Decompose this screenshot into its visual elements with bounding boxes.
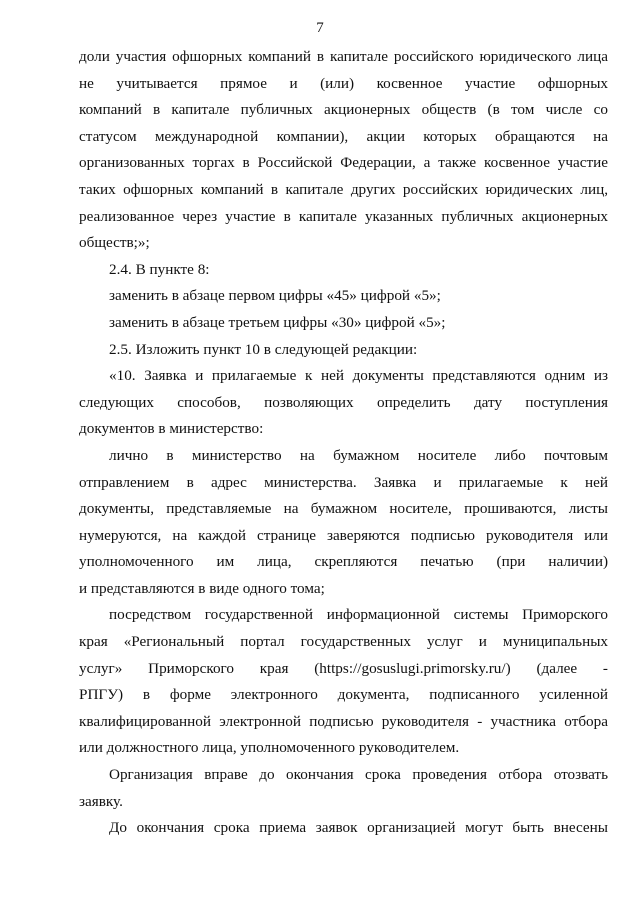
- text-line: квалифицированной электронной подписью руководителя - участника отбора: [79, 712, 608, 730]
- text-line: не учитывается прямое и (или) косвенное участие офшорных: [79, 74, 608, 92]
- text-line: доли участия офшорных компаний в капитале российского юридического лица: [79, 48, 608, 65]
- text-line: реализованное через участие в капитале указанных публичных акционерных: [79, 207, 608, 225]
- text-line: услуг» Приморского края (https://gosuslugi.primorsky.ru/) (далее -: [79, 659, 608, 677]
- text-line: обществ;»;: [79, 234, 150, 252]
- text-line: заявку.: [79, 792, 123, 810]
- text-line: 2.5. Изложить пункт 10 в следующей редакции:: [109, 340, 418, 358]
- text-line: Организация вправе до окончания срока проведения отбора отозвать: [109, 766, 608, 784]
- document-text: [79, 44, 608, 842]
- text-line: следующих способов, позволяющих определить дату поступления: [79, 393, 608, 411]
- text-line: организованных торгах в Российской Федерации, а также косвенное участие: [79, 154, 608, 172]
- text-line: «10. Заявка и прилагаемые к ней документы представляются одним из: [109, 367, 608, 385]
- text-line: и представляются в виде одного тома;: [79, 579, 325, 597]
- page-number: 7: [316, 20, 324, 36]
- text-line: статусом международной компании), акции которых обращаются на: [79, 127, 608, 145]
- text-line: компаний в капитале публичных акционерных обществ (в том числе со: [79, 101, 608, 119]
- text-line: заменить в абзаце третьем цифры «30» цифрой «5»;: [109, 313, 446, 331]
- text-line: таких офшорных компаний в капитале других российских юридических лиц,: [79, 180, 608, 198]
- text-line: нумеруются, на каждой странице заверяются подписью руководителя или: [79, 526, 608, 544]
- text-line: РПГУ) в форме электронного документа, подписанного усиленной: [79, 686, 608, 704]
- text-line: посредством государственной информационной системы Приморского: [109, 606, 608, 624]
- text-line: документы, представляемые на бумажном носителе, прошиваются, листы: [79, 500, 608, 518]
- text-line: отправлением в адрес министерства. Заявка и прилагаемые к ней: [79, 473, 608, 491]
- text-line: До окончания срока приема заявок организацией могут быть внесены: [109, 819, 608, 837]
- text-line: лично в министерство на бумажном носителе либо почтовым: [109, 446, 608, 464]
- text-line: или должностного лица, уполномоченного руководителем.: [79, 739, 460, 757]
- text-line: 2.4. В пункте 8:: [109, 260, 210, 278]
- text-line: края «Региональный портал государственных услуг и муниципальных: [79, 633, 608, 651]
- text-line: заменить в абзаце первом цифры «45» цифрой «5»;: [109, 287, 441, 305]
- text-line: уполномоченного им лица, скрепляются печатью (при наличии): [79, 553, 608, 571]
- text-line: документов в министерство:: [79, 420, 264, 438]
